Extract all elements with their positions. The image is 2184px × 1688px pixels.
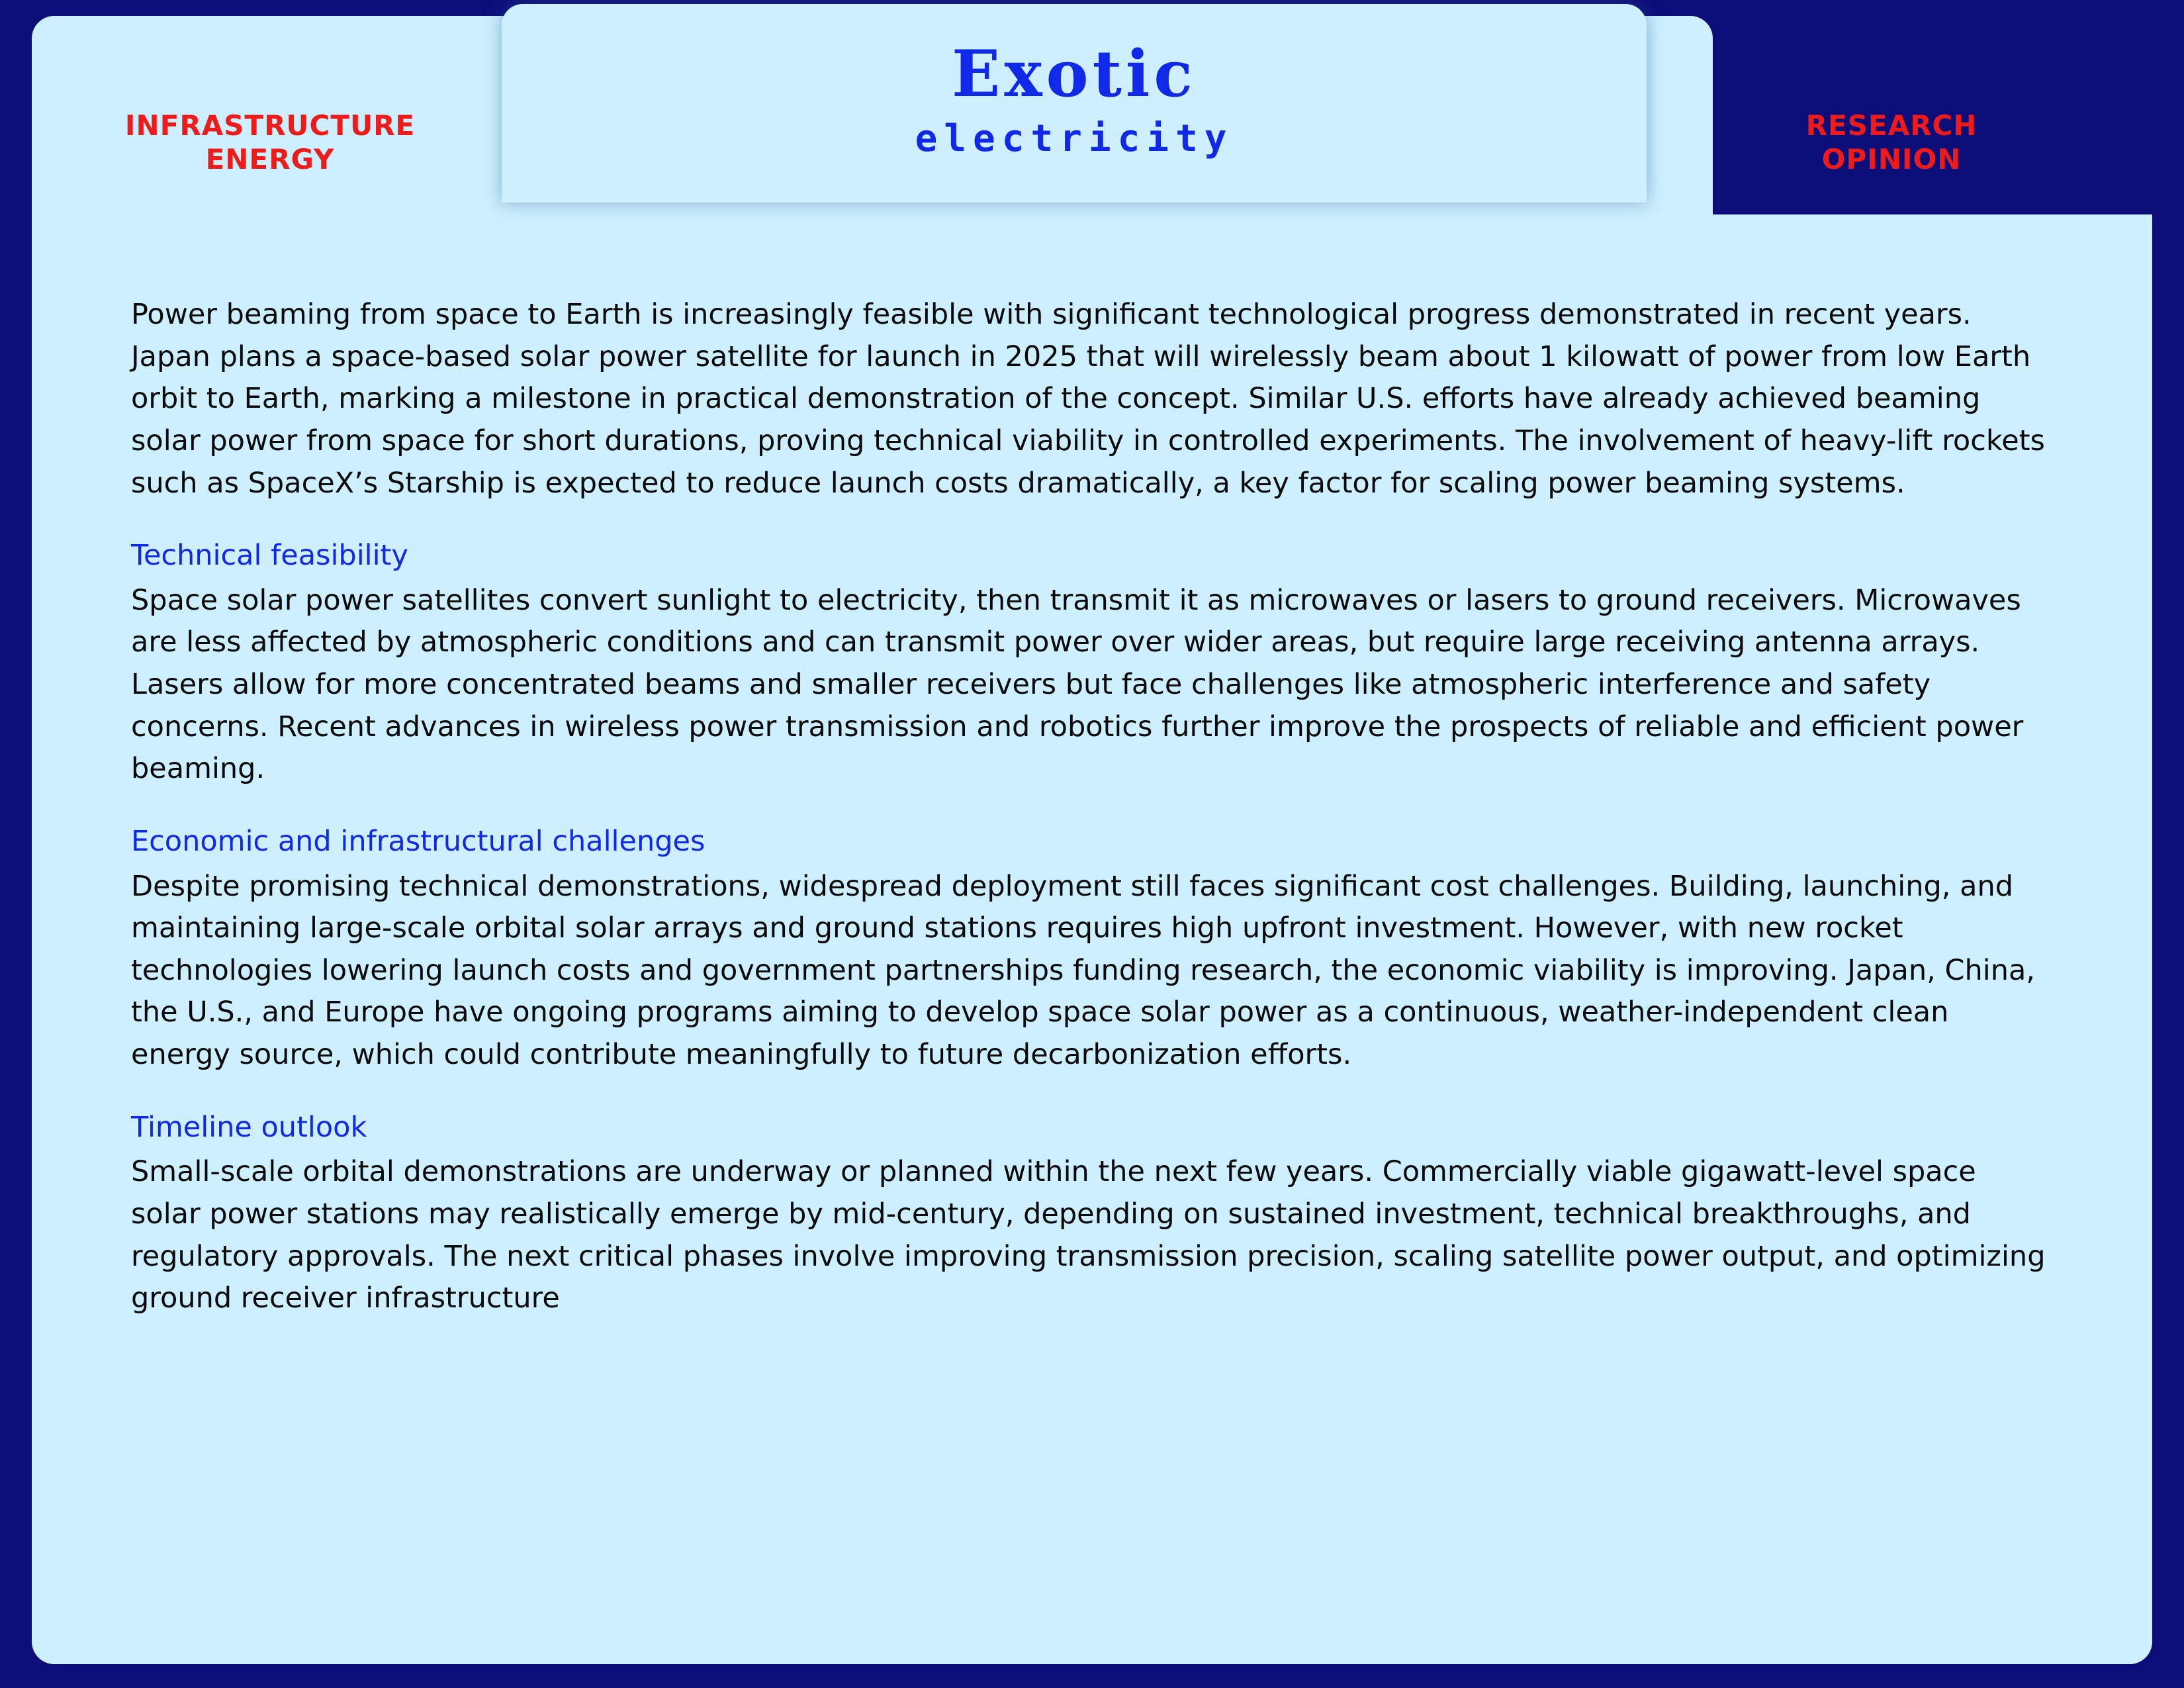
category-tag-left-line1: INFRASTRUCTURE	[124, 109, 416, 142]
masthead-plate	[502, 4, 1647, 203]
category-tag-right-line2: OPINION	[1821, 143, 1962, 176]
category-tag-right	[1680, 109, 2103, 176]
section-heading-timeline-outlook: Timeline outlook	[131, 1110, 367, 1144]
article-body-card	[32, 214, 2152, 1664]
category-tag-left	[71, 109, 469, 176]
category-tag-left-line2: ENERGY	[205, 143, 335, 176]
category-tag-right-line1: RESEARCH	[1805, 109, 1978, 142]
section-body-economic-challenges: Despite promising technical demonstrations, widespread deployment still faces significant cost challenges. Building, launching, and maintaining large-scale orbital solar arrays and ground stations requires high upfront investment. However, with new rocket technologies lowering launch costs and government partnerships funding research, the economic viability is improving. Japan, China, the U.S., and Europe have ongoing programs aiming to develop space solar power as a continuous, weather-independent clean energy source, which could contribute meaningfully to future decarbonization efforts.	[131, 869, 2035, 1071]
section-heading-economic-challenges: Economic and infrastructural challenges	[131, 824, 705, 858]
section-body-technical-feasibility: Space solar power satellites convert sunlight to electricity, then transmit it as microwaves or lasers to ground receivers. Microwaves are less affected by atmospheric conditions and can transmit power over wider areas, but require large receiving antenna arrays. Lasers allow for more concentrated beams and smaller receivers but face challenges like atmospheric interference and safety concerns. Recent advances in wireless power transmission and robotics further improve the prospects of reliable and efficient power beaming.	[131, 583, 2024, 786]
article-content	[131, 294, 2053, 1320]
page-header	[32, 16, 2152, 234]
section-body-timeline-outlook: Small-scale orbital demonstrations are underway or planned within the next few years. Commercially viable gigawatt-level space solar power stations may realistically emerge by mid-century, depending on sustained investment, technical breakthroughs, and regulatory approvals. The next critical phases involve improving transmission precision, scaling satellite power output, and optimizing ground receiver infrastructure	[131, 1155, 2046, 1315]
article-intro-paragraph: Power beaming from space to Earth is increasingly feasible with significant technological progress demonstrated in recent years. Japan plans a space-based solar power satellite for launch in 2025 that will wirelessly beam about 1 kilowatt of power from low Earth orbit to Earth, marking a milestone in practical demonstration of the concept. Similar U.S. efforts have already achieved beaming solar power from space for short durations, proving technical viability in controlled experiments. The involvement of heavy-lift rockets such as SpaceX’s Starship is expected to reduce launch costs dramatically, a key factor for scaling power beaming systems.	[131, 298, 2045, 500]
publication-title: Exotic	[952, 36, 1197, 111]
publication-subtitle: electricity	[915, 117, 1234, 160]
article-page	[32, 16, 2152, 1671]
section-heading-technical-feasibility: Technical feasibility	[131, 539, 408, 573]
